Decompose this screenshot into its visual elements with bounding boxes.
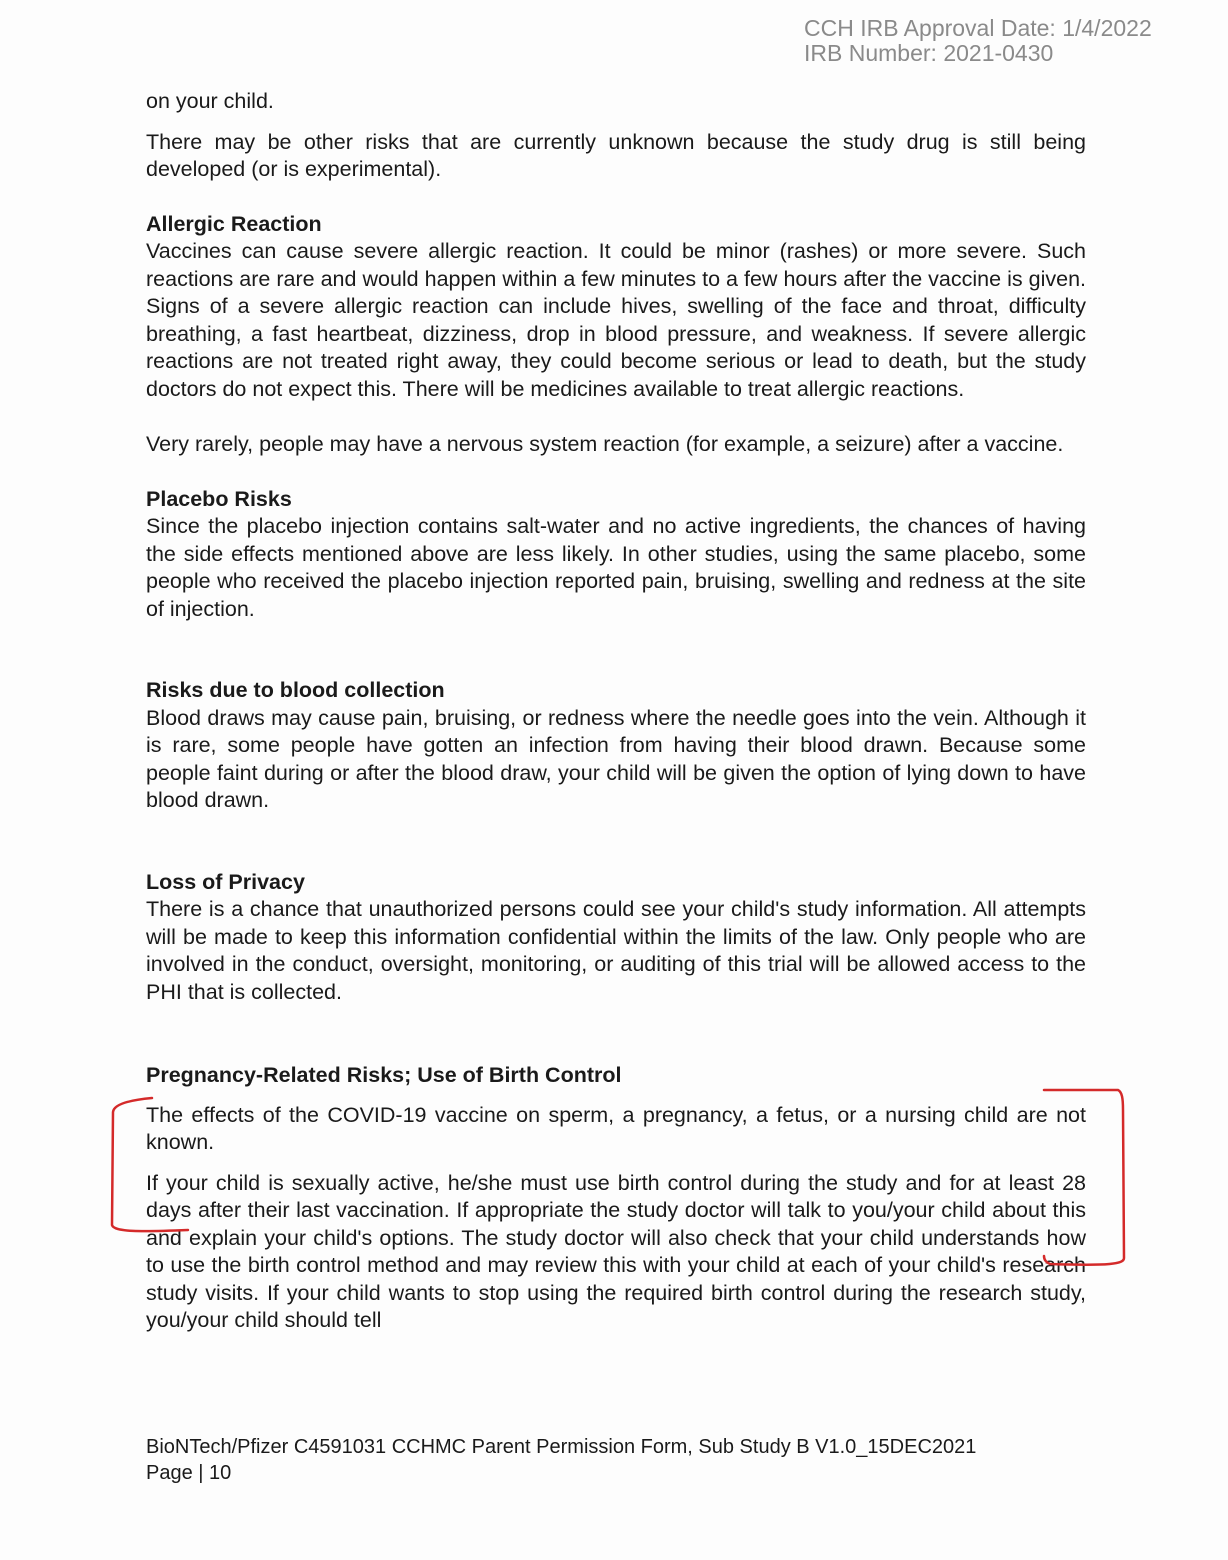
document-body xyxy=(146,88,1086,1335)
pregnancy-risks-heading: Pregnancy-Related Risks; Use of Birth Control xyxy=(146,1063,622,1087)
irb-approval-date: CCH IRB Approval Date: 1/4/2022 xyxy=(804,15,1152,41)
blood-collection-paragraph: Blood draws may cause pain, bruising, or redness where the needle goes into the vein. Although it is rare, some people have gotten an infection from having their blood drawn. Because some people faint during or after the blood draw, your child will be given the option of lying down to have blood drawn. xyxy=(146,705,1086,812)
continuation-text: on your child. xyxy=(146,89,274,113)
nervous-system-paragraph: Very rarely, people may have a nervous system reaction (for example, a seizure) after a vaccine. xyxy=(146,432,1064,456)
allergic-reaction-paragraph: Vaccines can cause severe allergic reaction. It could be minor (rashes) or more severe. Such reactions are rare and would happen within a few minutes to a few hours after the vaccine is given. Signs of a severe allergic reaction can include hives, swelling of the face and throat, difficulty breathing, a fast heartbeat, dizziness, drop in blood pressure, and weakness. If severe allergic reactions are not treated right away, they could become serious or lead to death, but the study doctors do not expect this. There will be medicines available to treat allergic reactions. xyxy=(146,239,1086,401)
page-footer xyxy=(146,1434,976,1486)
unknown-risks-paragraph: There may be other risks that are currently unknown because the study drug is still being developed (or is experimental). xyxy=(146,129,1086,181)
page-number: Page | 10 xyxy=(146,1462,232,1484)
loss-of-privacy-paragraph: There is a chance that unauthorized persons could see your child's study information. All attempts will be made to keep this information confidential within the limits of the law. Only people who are involved in the conduct, oversight, monitoring, or auditing of this trial will be allowed access to the PHI that is collected. xyxy=(146,897,1086,1004)
pregnancy-risks-paragraph: The effects of the COVID-19 vaccine on sperm, a pregnancy, a fetus, or a nursing child are not known. xyxy=(146,1102,1086,1154)
placebo-risks-heading: Placebo Risks xyxy=(146,486,292,511)
loss-of-privacy-heading: Loss of Privacy xyxy=(146,869,305,894)
blood-collection-heading: Risks due to blood collection xyxy=(146,678,445,702)
allergic-reaction-heading: Allergic Reaction xyxy=(146,211,322,236)
placebo-risks-paragraph: Since the placebo injection contains salt-water and no active ingredients, the chances of having the side effects mentioned above are less likely. In other studies, using the same placebo, some people who received the placebo injection reported pain, bruising, swelling and redness at the site of injection. xyxy=(146,514,1086,621)
irb-number: IRB Number: 2021-0430 xyxy=(804,40,1054,66)
form-identifier: BioNTech/Pfizer C4591031 CCHMC Parent Permission Form, Sub Study B V1.0_15DEC2021 xyxy=(146,1436,977,1458)
birth-control-paragraph: If your child is sexually active, he/she must use birth control during the study and for at least 28 days after their last vaccination. If appropriate the study doctor will talk to you/your child about this and explain your child's options. The study doctor will also check that your child understands how to use the birth control method and may review this with your child at each of your child's research study visits. If your child wants to stop using the required birth control during the research study, you/your child should tell xyxy=(146,1170,1086,1332)
irb-stamp xyxy=(804,16,1152,66)
